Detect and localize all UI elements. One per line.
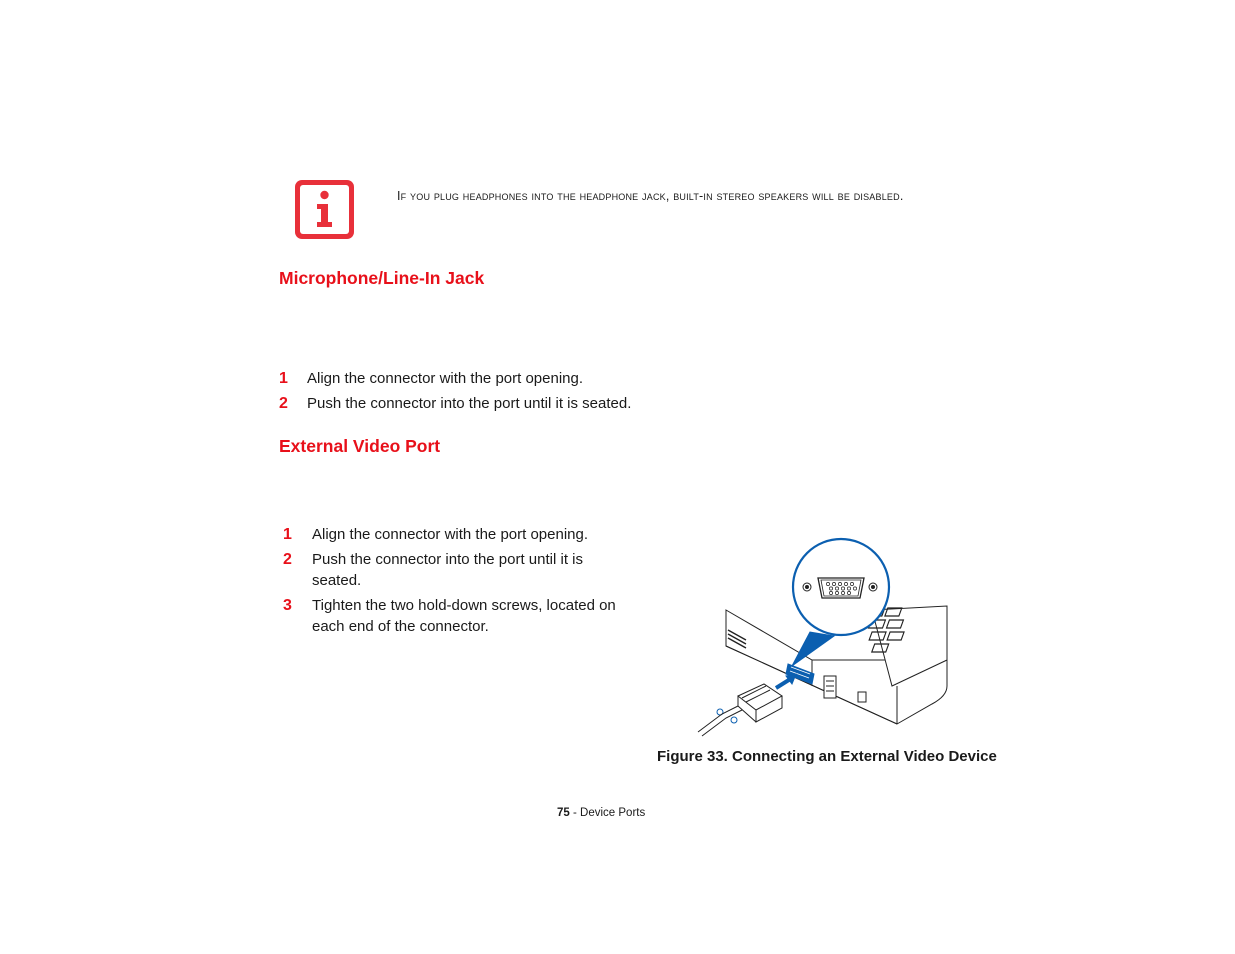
step-number: 3 [283, 597, 292, 614]
page-footer [557, 807, 645, 819]
section-heading-microphone: Microphone/Line-In Jack [279, 268, 485, 288]
step-text: Push the connector into the port until it is seated. [307, 395, 632, 412]
footer-separator: - [569, 807, 581, 819]
note-text: If you plug headphones into the headphone jack, built-in stereo speakers will be disabled. [397, 189, 904, 203]
step-number: 2 [279, 395, 288, 412]
info-icon [293, 178, 356, 241]
step-item [279, 368, 779, 389]
video-connection-illustration [692, 536, 952, 741]
step-text: Tighten the two hold-down screws, located on each end of the connector. [312, 597, 616, 635]
step-item [283, 595, 623, 637]
figure-caption: Figure 33. Connecting an External Video Device [657, 748, 997, 765]
footer-section: Device Ports [580, 807, 646, 819]
step-number: 1 [279, 370, 288, 387]
step-item [283, 524, 623, 545]
section-heading-external-video: External Video Port [279, 436, 441, 456]
microphone-steps [279, 368, 779, 418]
external-video-steps [283, 524, 623, 641]
step-item [283, 549, 623, 591]
step-text: Push the connector into the port until it is seated. [312, 551, 583, 589]
step-text: Align the connector with the port opening. [312, 526, 589, 543]
step-text: Align the connector with the port opening. [307, 370, 584, 387]
page-number: 75 [557, 807, 570, 819]
step-number: 1 [283, 526, 292, 543]
step-number: 2 [283, 551, 292, 568]
step-item [279, 393, 779, 414]
